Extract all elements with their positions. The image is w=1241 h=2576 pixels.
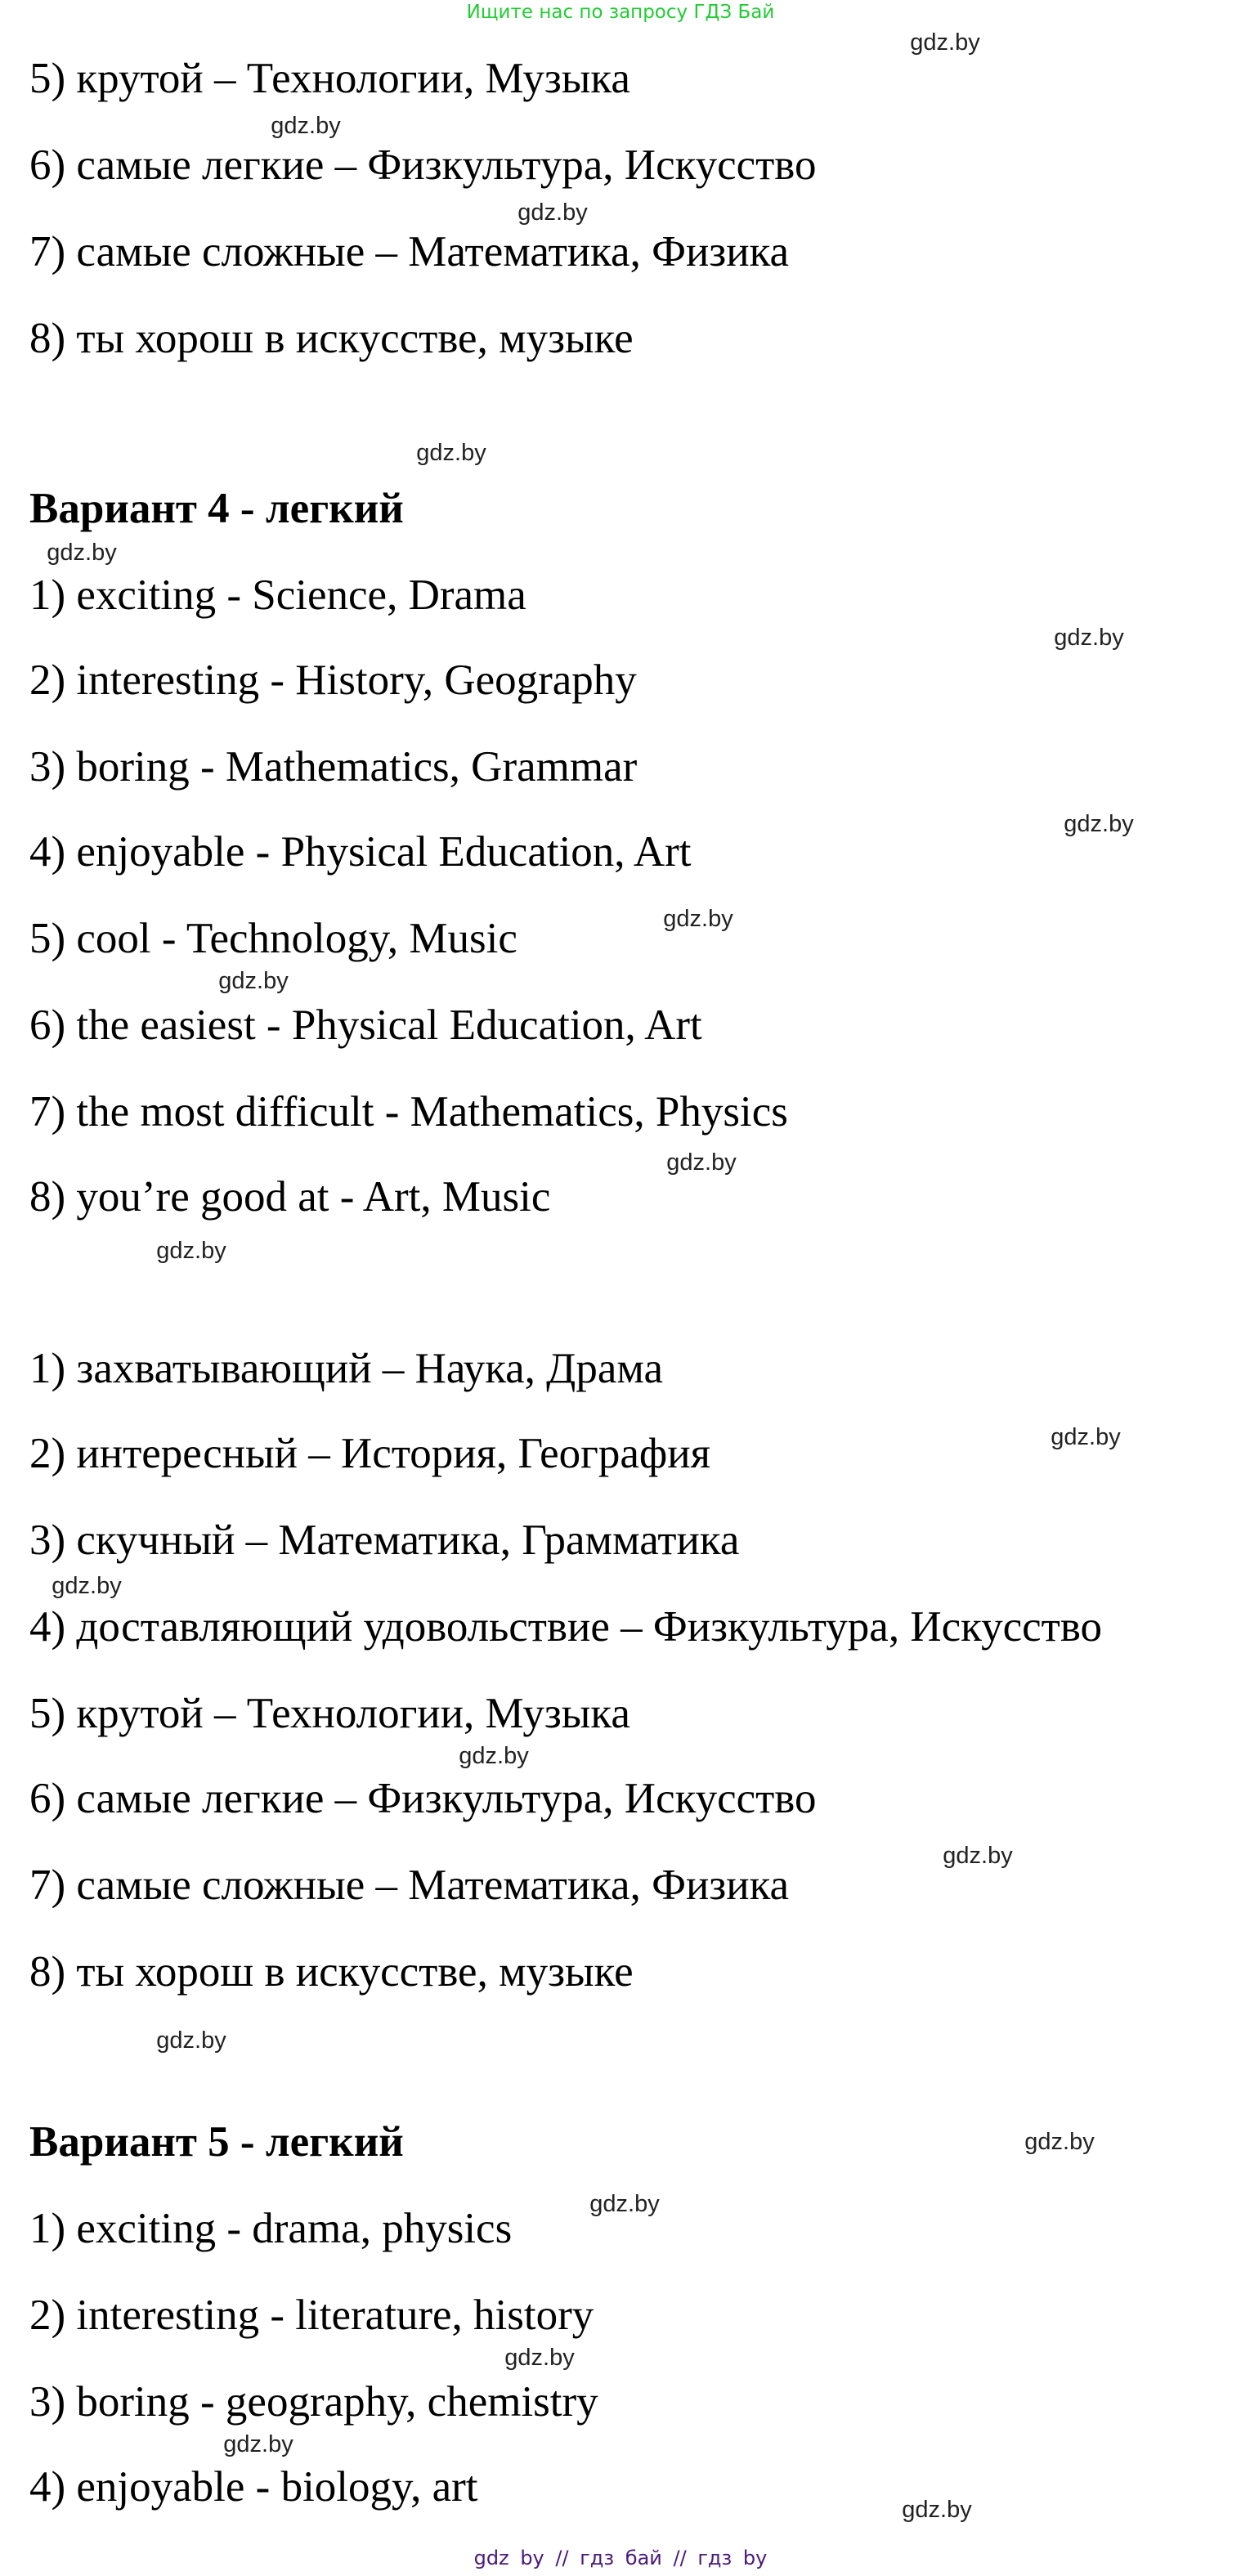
list-item: 7) самые сложные – Математика, Физика (29, 228, 790, 276)
footer-links: gdz by // гдз бай // гдз by (473, 2547, 768, 2569)
watermark: gdz.by (663, 906, 733, 932)
list-item: 6) самые легкие – Физкультура, Искусство (29, 141, 817, 189)
list-item: 3) скучный – Математика, Грамматика (29, 1516, 740, 1564)
variant-5-heading: Вариант 5 - легкий (29, 2118, 404, 2166)
list-item: 5) крутой – Технологии, Музыка (29, 55, 630, 102)
watermark: gdz.by (1054, 625, 1124, 651)
watermark: gdz.by (223, 2431, 293, 2457)
watermark: gdz.by (47, 540, 117, 566)
watermark: gdz.by (1051, 1424, 1121, 1450)
watermark: gdz.by (218, 968, 289, 994)
list-item: 6) the easiest - Physical Education, Art (29, 1001, 702, 1049)
watermark: gdz.by (271, 113, 341, 139)
watermark: gdz.by (156, 1238, 226, 1264)
watermark: gdz.by (517, 199, 588, 226)
watermark: gdz.by (902, 2497, 972, 2523)
watermark: gdz.by (52, 1573, 122, 1599)
list-item: 2) interesting - literature, history (29, 2292, 594, 2339)
list-item: 3) boring - geography, chemistry (29, 2378, 598, 2426)
list-item: 8) you’re good at - Art, Music (29, 1173, 551, 1221)
list-item: 7) the most difficult - Mathematics, Physics (29, 1088, 788, 1136)
watermark: gdz.by (416, 440, 486, 466)
list-item: 4) enjoyable - biology, art (29, 2463, 478, 2511)
watermark: gdz.by (943, 1843, 1013, 1869)
watermark: gdz.by (504, 2345, 575, 2371)
watermark: gdz.by (459, 1743, 529, 1769)
list-item: 7) самые сложные – Математика, Физика (29, 1861, 790, 1909)
list-item: 6) самые легкие – Физкультура, Искусство (29, 1775, 817, 1822)
list-item: 5) крутой – Технологии, Музыка (29, 1690, 630, 1737)
list-item: 4) enjoyable - Physical Education, Art (29, 828, 692, 876)
watermark: gdz.by (1064, 811, 1134, 837)
list-item: 8) ты хорош в искусстве, музыке (29, 1948, 634, 1996)
watermark: gdz.by (910, 29, 980, 56)
list-item: 8) ты хорош в искусстве, музыке (29, 315, 634, 362)
watermark: gdz.by (156, 2027, 226, 2054)
watermark: gdz.by (666, 1149, 737, 1176)
list-item: 2) interesting - History, Geography (29, 656, 637, 704)
list-item: 1) exciting - drama, physics (29, 2205, 513, 2252)
list-item: 3) boring - Mathematics, Grammar (29, 743, 638, 791)
list-item: 2) интересный – История, География (29, 1430, 710, 1477)
variant-4-heading: Вариант 4 - легкий (29, 485, 404, 532)
watermark: gdz.by (589, 2191, 660, 2217)
list-item: 1) exciting - Science, Drama (29, 571, 526, 619)
list-item: 1) захватывающий – Наука, Драма (29, 1345, 664, 1392)
search-hint-banner: Ищите нас по запросу ГДЗ Бай (466, 2, 775, 23)
list-item: 5) cool - Technology, Music (29, 915, 517, 962)
watermark: gdz.by (1024, 2129, 1095, 2155)
list-item: 4) доставляющий удовольствие – Физкультура, Искусство (29, 1603, 1102, 1651)
